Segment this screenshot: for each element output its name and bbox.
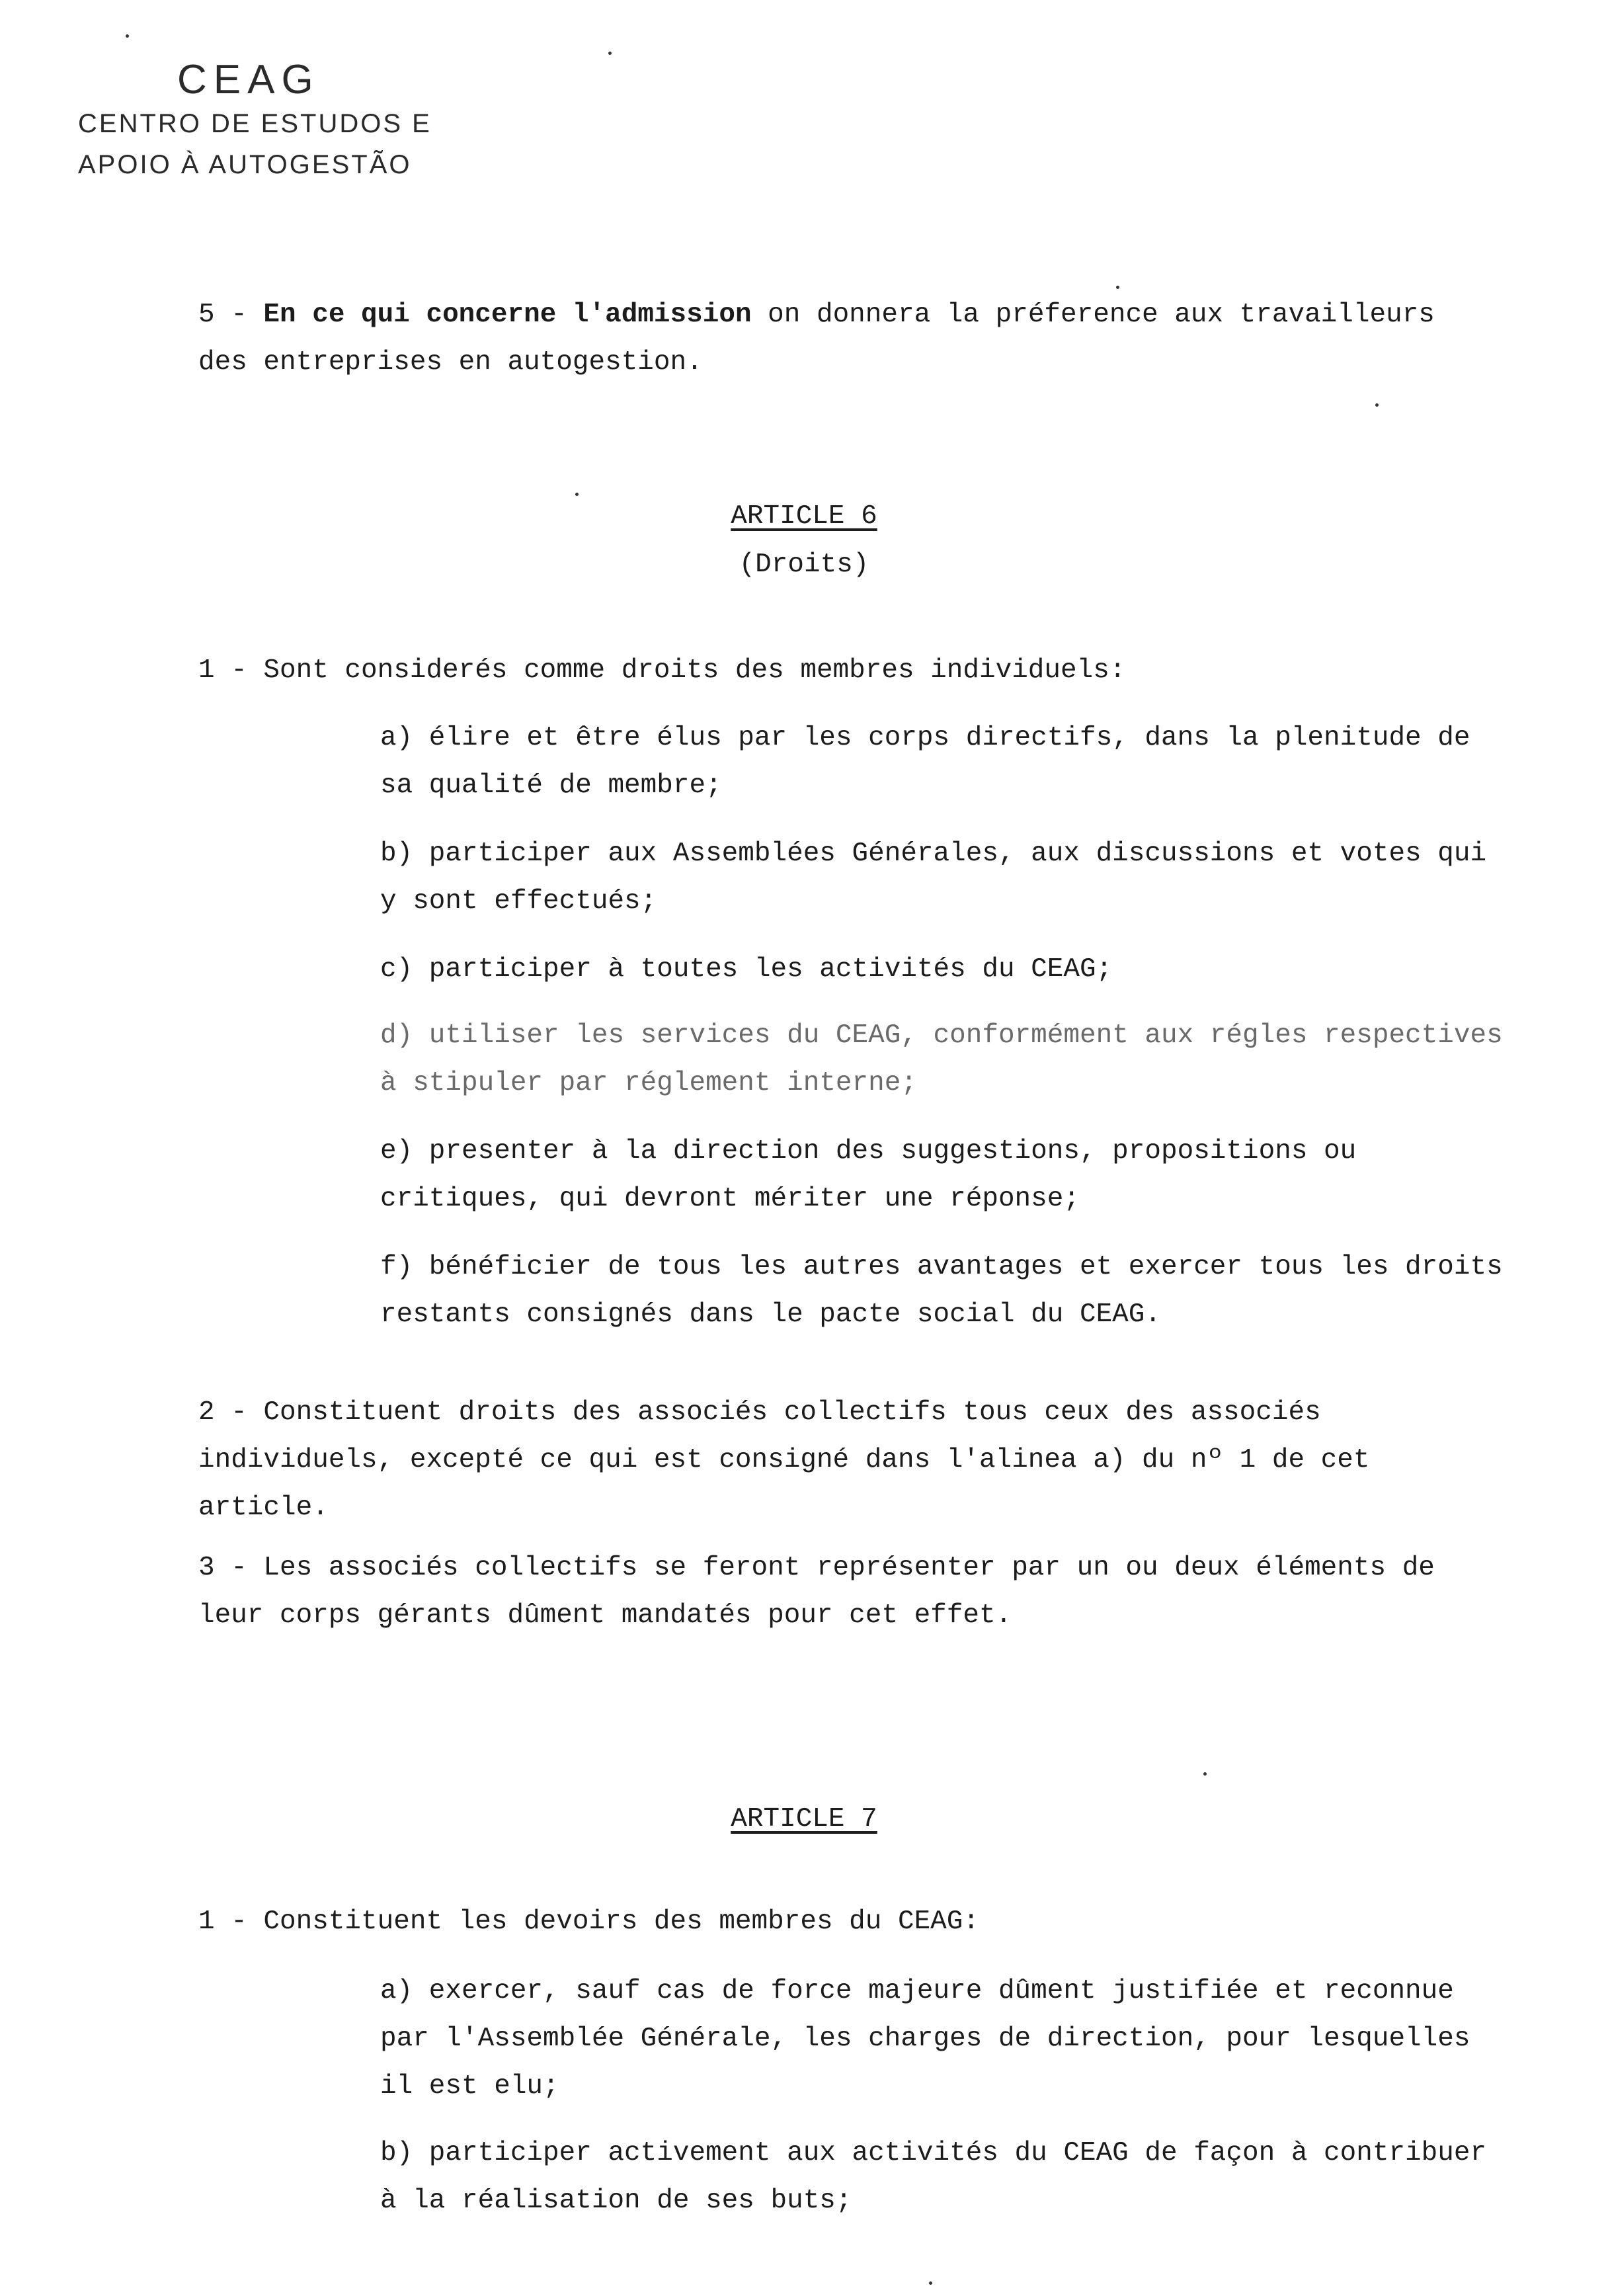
article-6-item-c: c) participer à toutes les activités du CEAG; [380,954,1113,985]
article-6-item-d: d) utiliser les services du CEAG, conformément aux régles respectives à stipuler par réglement interne; [380,1020,1503,1098]
article-7-item-b: b) participer activement aux activités du CEAG de façon à contribuer à la réalisation de ses buts; [380,2138,1487,2216]
paragraph-text: on donnera la préference aux travailleurs des entreprises en autogestion. [198,300,1435,378]
article-6-paragraph-2: 2 - Constituent droits des associés collectifs tous ceux des associés individuels, excepté ce qui est consigné dans l'alinea a) du nº 1 de cet article. [198,1397,1370,1523]
letterhead-abbreviation: CEAG [177,57,320,102]
scan-speck [126,34,129,38]
article-6-item-f: f) bénéficier de tous les autres avantages et exercer tous les droits restants consignés dans le pacte social du CEAG. [380,1252,1503,1330]
scan-speck [1375,403,1379,407]
paragraph-bold-lead: En ce qui concerne l'admission [263,300,752,330]
article-6-subtitle: (Droits) [739,550,869,580]
article-7-heading: ARTICLE 7 [731,1804,877,1834]
letterhead-line-1: CENTRO DE ESTUDOS E [78,109,432,138]
article-6-item-a: a) élire et être élus par les corps directifs, dans la plenitude de sa qualité de membre; [380,723,1470,801]
letterhead-line-2: APOIO À AUTOGESTÃO [78,150,412,179]
article-6-paragraph-3: 3 - Les associés collectifs se feront représenter par un ou deux éléments de leur corps gérants dûment mandatés pour cet effet. [198,1553,1435,1631]
article-6-item-e: e) presenter à la direction des suggestions, propositions ou critiques, qui devront mériter une réponse; [380,1136,1357,1214]
article-6-item-b: b) participer aux Assemblées Générales, aux discussions et votes qui y sont effectués; [380,839,1487,917]
paragraph-number: 5 - [198,300,264,330]
scan-speck [608,52,612,55]
article-7-paragraph-1: 1 - Constituent les devoirs des membres du CEAG: [198,1906,979,1937]
scan-speck [929,2281,932,2285]
scan-speck [1116,286,1119,289]
letterhead [78,57,432,185]
scan-speck [575,493,579,496]
article-7-item-a: a) exercer, sauf cas de force majeure dûment justifiée et reconnue par l'Assemblée Générale, les charges de direction, pour lesquelles il est elu; [380,1976,1470,2102]
article-6-paragraph-1: 1 - Sont considerés comme droits des membres individuels: [198,655,1126,686]
scan-speck [1203,1772,1207,1776]
paragraph-admission [198,291,1488,386]
article-6-heading: ARTICLE 6 [731,501,877,532]
